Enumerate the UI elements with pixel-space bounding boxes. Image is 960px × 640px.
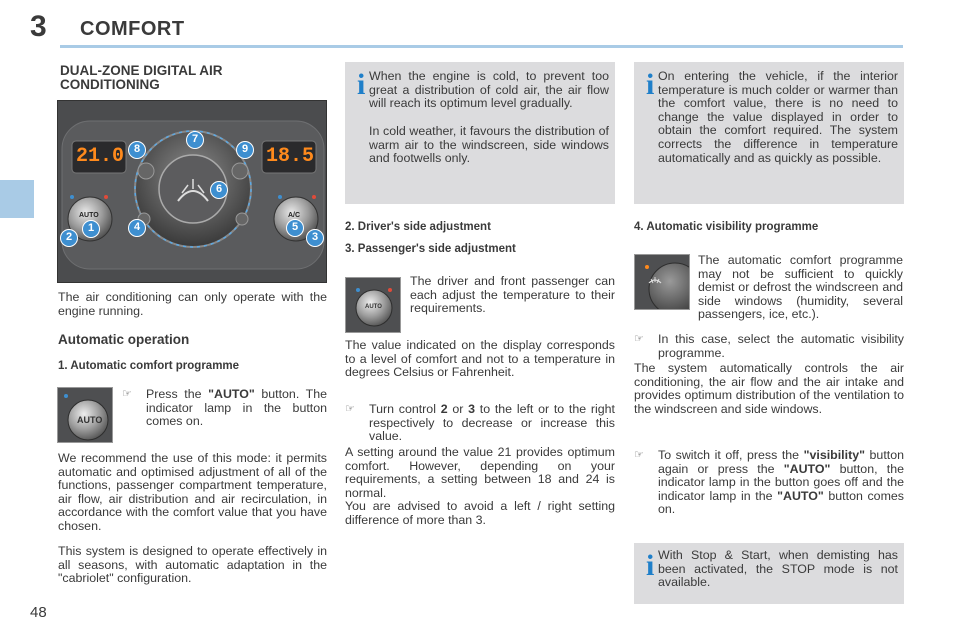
cold-weather-text: In cold weather, it favours the distribution of warm air to the windscreen, side windows and footwells only. — [369, 124, 609, 166]
callout-2: 2 — [60, 229, 78, 247]
cold-engine-text: When the engine is cold, to prevent too great a distribution of cold air, the air flow will reach its optimum level gradually. — [369, 69, 609, 111]
panel-auto-label: AUTO — [79, 212, 99, 219]
page-number: 48 — [30, 604, 47, 621]
callout-8: 8 — [128, 141, 146, 159]
visibility-button-illustration — [635, 255, 690, 310]
automatic-visibility-heading: 4. Automatic visibility programme — [634, 221, 819, 233]
info-icon: i — [357, 68, 366, 101]
switch-off-instruction: ☞ To switch it off, press the "visibility" button again or press the "AUTO" button, the indicator lamp in the button goes off and the indicator lamp in the "AUTO" button comes on. — [634, 448, 904, 517]
comfort-correction-text: On entering the vehicle, if the interior temperature is much colder or warmer than the comfort value, there is no need to change the value displayed in order to obtain the comfort required. The system corrects the difference in temperature automatically and as quickly as possible. — [658, 69, 898, 165]
climate-panel-illustration — [58, 101, 327, 283]
visibility-control-paragraph: The system automatically controls the air conditioning, the air flow and the air intake and provides optimum distribution of the ventilation to the windscreen and side windows. — [634, 361, 904, 416]
header-divider — [60, 45, 903, 48]
callout-9: 9 — [236, 141, 254, 159]
callout-7: 7 — [186, 131, 204, 149]
auto-button-thumbnail — [57, 387, 113, 443]
info-box-stop-start — [634, 543, 904, 604]
visibility-button-thumbnail — [634, 254, 690, 310]
temperature-knob-thumbnail — [345, 277, 401, 333]
automatic-operation-heading: Automatic operation — [58, 332, 190, 347]
callout-6: 6 — [210, 181, 228, 199]
stop-start-text: With Stop & Start, when demisting has been activated, the STOP mode is not available. — [658, 548, 898, 590]
comfort-value-paragraph: The value indicated on the display corresponds to a level of comfort and not to a temperature in degrees Celsius or Fahrenheit. — [345, 338, 615, 380]
pointing-finger-icon: ☞ — [345, 403, 355, 415]
right-temperature-display: 18.5 — [266, 145, 315, 168]
automatic-comfort-heading: 1. Automatic comfort programme — [58, 360, 240, 372]
turn-control-instruction: ☞ Turn control 2 or 3 to the left or to the right respectively to decrease or increase this value. — [345, 402, 616, 444]
callout-5: 5 — [286, 219, 304, 237]
chapter-side-tab — [0, 180, 34, 218]
optimum-setting-paragraph: A setting around the value 21 provides optimum comfort. However, depending on your requirements, a setting between 18 and 24 is normal. — [345, 445, 615, 500]
info-box-comfort-correction — [634, 62, 904, 204]
temperature-knob-label: AUTO — [365, 304, 382, 310]
section-title: DUAL-ZONE DIGITAL AIR CONDITIONING — [60, 63, 223, 92]
callout-3: 3 — [306, 229, 324, 247]
pointing-finger-icon: ☞ — [634, 333, 644, 345]
panel-ac-label: A/C — [288, 212, 301, 219]
chapter-title: COMFORT — [80, 18, 185, 40]
pointing-finger-icon: ☞ — [122, 388, 132, 400]
setting-difference-paragraph: You are advised to avoid a left / right setting difference of more than 3. — [345, 499, 615, 527]
drivers-side-heading: 2. Driver's side adjustment — [345, 221, 491, 233]
visibility-limitation-text: The automatic comfort programme may not be sufficient to quickly demist or defrost the windscreen and side windows (humidity, several passengers, ice, etc.). — [698, 253, 903, 322]
chapter-number: 3 — [30, 10, 47, 43]
adjust-temperature-text: The driver and front passenger can each adjust the temperature to their requirements. — [410, 274, 615, 316]
select-visibility-instruction: ☞ In this case, select the automatic visibility programme. — [634, 332, 904, 360]
climate-control-panel-image — [57, 100, 327, 283]
left-temperature-display: 21.0 — [76, 145, 125, 168]
pointing-finger-icon: ☞ — [634, 449, 644, 461]
recommendation-paragraph: We recommend the use of this mode: it permits automatic and optimised adjustment of all of the functions, passenger compartment temperature, air flow, air distribution and air recirculation, in accordance with the comfort value that you have chosen. — [58, 451, 327, 533]
callout-1: 1 — [82, 220, 100, 238]
info-icon: i — [646, 549, 655, 582]
callout-4: 4 — [128, 219, 146, 237]
passengers-side-heading: 3. Passenger's side adjustment — [345, 243, 516, 255]
press-auto-instruction: ☞ Press the "AUTO" button. The indicator lamp in the button comes on. — [122, 387, 327, 429]
info-box-cold-engine — [345, 62, 615, 204]
seasons-paragraph: This system is designed to operate effectively in all seasons, with automatic adaptation in the "cabriolet" configuration. — [58, 544, 327, 586]
info-icon: i — [646, 68, 655, 101]
auto-button-label: AUTO — [77, 415, 103, 425]
intro-paragraph: The air conditioning can only operate with the engine running. — [58, 290, 327, 318]
